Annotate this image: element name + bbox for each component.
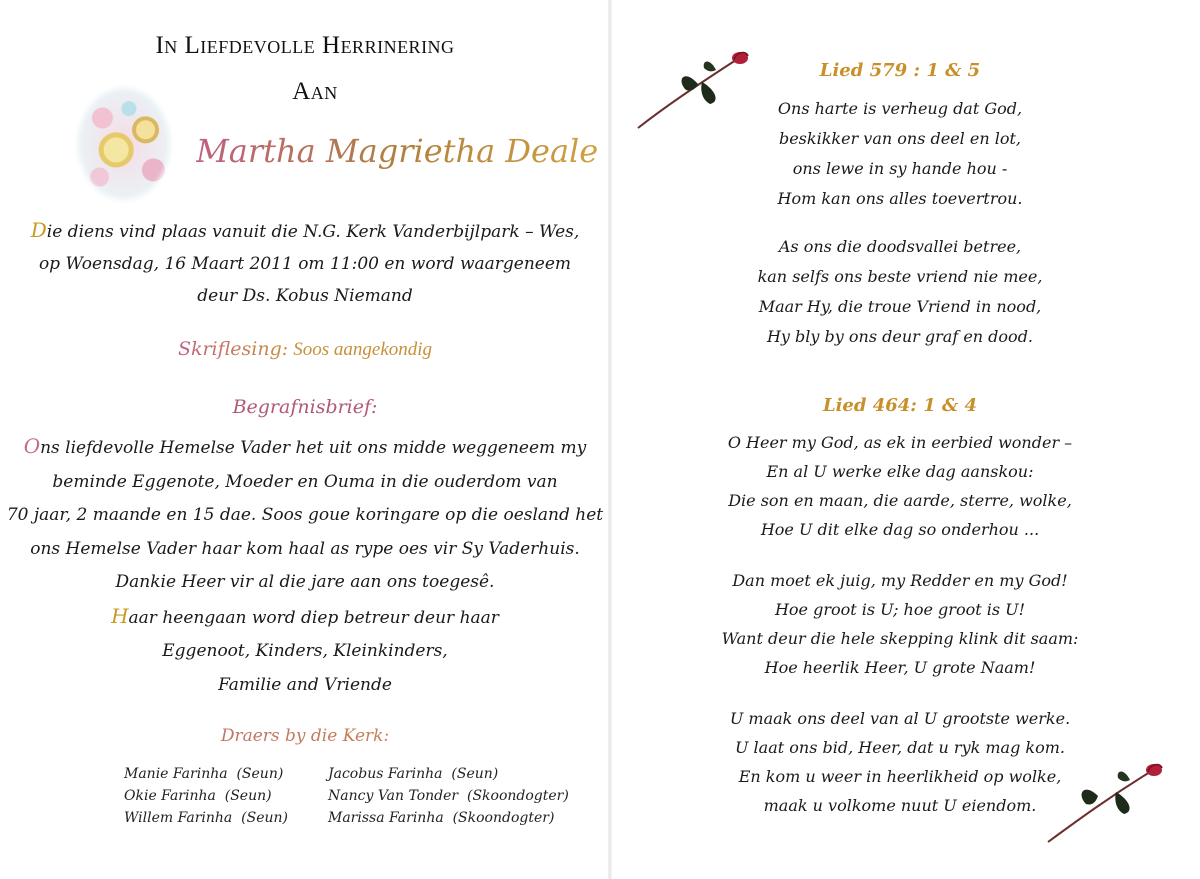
scripture-reading [0,338,610,361]
bearers-heading: Draers by die Kerk: [0,726,610,746]
hymn-2-verse-2: Dan moet ek juig, my Redder en my God! Hoe groot is U; hoe groot is U! Want deur die hele skepping klink dit saam: Hoe heerlik Heer, U grote Naam! [721,571,1079,677]
mourning-initial: H [111,603,129,628]
bearer-name: Manie Farinha (Seun) [124,766,284,782]
bearers-right-column [328,763,569,829]
hymn-2-title: Lied 464: 1 & 4 [822,395,978,416]
roses-portrait-icon [75,85,173,203]
service-initial: D [30,218,47,242]
bearers-left-column [124,763,288,829]
bearer-name: Nancy Van Tonder (Skoondogter) [328,788,569,804]
bearer-name: Jacobus Farinha (Seun) [328,766,499,782]
obituary-text: Ons liefdevolle Hemelse Vader het uit ons midde weggeneem my beminde Eggenote, Moeder en Ouma in die ouderdom van 70 jaar, 2 maande en 15 dae. Soos goue koringare op die oesland het ons Hemelse Vader haar kom haal as rype oes vir Sy Vaderhuis. Dankie Heer vir al die jare aan ons toegesê. Haar heengaan word diep betreur deur haar Eggenoot, Kinders, Kleinkinders, Familie and Vriende [6,434,604,695]
obituary-initial: O [23,434,41,458]
service-details: Die diens vind plaas vanuit die N.G. Kerk Vanderbijlpark – Wes, op Woensdag, 16 Maart 2011 om 11:00 en word waargeneem deur Ds. Kobus Niemand [30,218,580,306]
bearer-name: Marissa Farinha (Skoondogter) [328,810,555,826]
scripture-value: Soos aangekondig [293,339,433,360]
bearer-name: Okie Farinha (Seun) [124,788,272,804]
hymn-1-verse-1: Ons harte is verheug dat God, beskikker van ons deel en lot, ons lewe in sy hande hou - Hom kan ons alles toevertrou. [777,99,1023,208]
title-line-1: In Liefdevolle Herrinering [155,32,455,59]
hymn-2-verse-1: O Heer my God, as ek in eerbied wonder – En al U werke elke dag aanskou: Die son en maan, die aarde, sterre, wolke, Hoe U dit elke dag so onderhou ... [727,433,1073,539]
title-line-2: Aan [292,78,338,105]
bearer-name: Willem Farinha (Seun) [124,810,288,826]
scripture-label: Skriflesing: [177,338,289,360]
obituary-heading: Begrafnisbrief: [232,396,378,418]
hymn-1-title: Lied 579 : 1 & 5 [819,60,981,81]
hymn-2-verse-3: U maak ons deel van al U grootste werke. U laat ons bid, Heer, dat u ryk mag kom. En kom u weer in heerlikheid op wolke, maak u volkome nuut U eiendom. [729,709,1071,815]
hymn-1-verse-2: As ons die doodsvallei betree, kan selfs ons beste vriend nie mee, Maar Hy, die troue Vriend in nood, Hy bly by ons deur graf en dood. [757,237,1043,346]
deceased-name: Martha Magrietha Deale [196,132,599,170]
right-page [610,0,1200,879]
